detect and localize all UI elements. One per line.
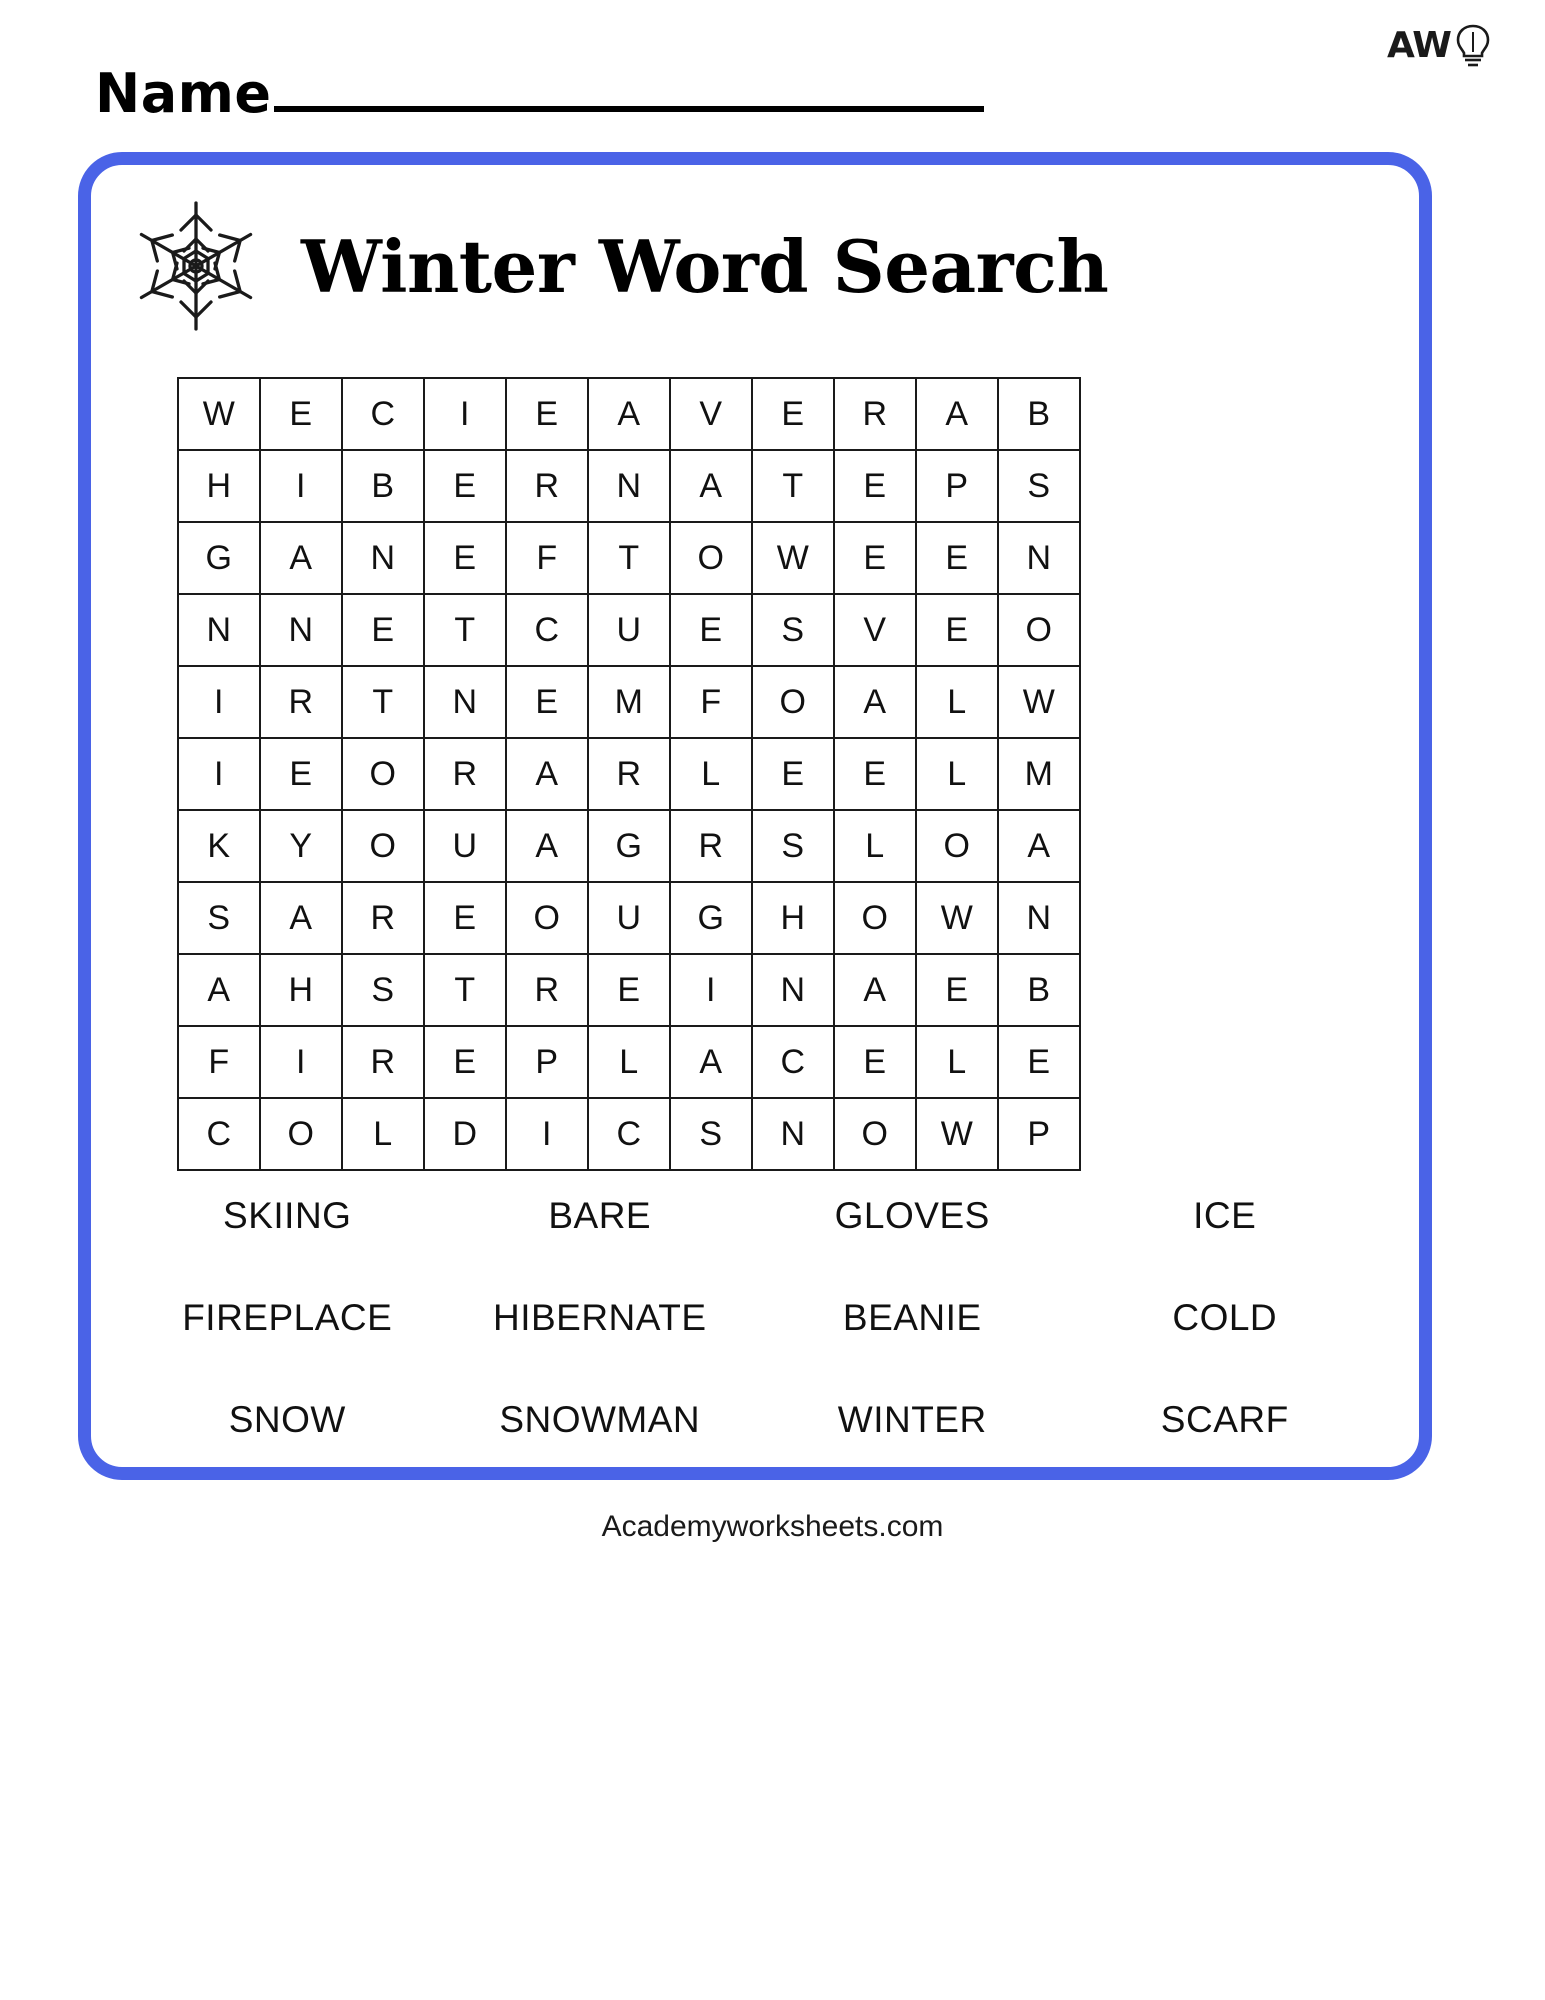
grid-cell[interactable]: W	[916, 882, 998, 954]
page-title: Winter Word Search	[301, 223, 1109, 309]
grid-cell[interactable]: O	[670, 522, 752, 594]
grid-cell[interactable]: A	[834, 954, 916, 1026]
grid-cell[interactable]: S	[178, 882, 260, 954]
grid-cell[interactable]: N	[752, 1098, 834, 1170]
grid-cell[interactable]: W	[998, 666, 1080, 738]
grid-cell[interactable]: R	[670, 810, 752, 882]
grid-cell[interactable]: E	[916, 954, 998, 1026]
grid-cell[interactable]: I	[260, 1026, 342, 1098]
grid-cell[interactable]: O	[834, 882, 916, 954]
grid-cell[interactable]: O	[998, 594, 1080, 666]
grid-cell[interactable]: B	[998, 954, 1080, 1026]
word-list-item: FIREPLACE	[182, 1297, 393, 1338]
grid-cell[interactable]: S	[752, 594, 834, 666]
grid-cell[interactable]: S	[998, 450, 1080, 522]
grid-row	[178, 522, 1080, 594]
word-list-item: GLOVES	[834, 1195, 990, 1236]
brand-logo-text: AW	[1387, 24, 1451, 66]
word-list-item: SCARF	[1160, 1399, 1289, 1440]
word-list-item: COLD	[1172, 1297, 1278, 1338]
grid-cell[interactable]: F	[670, 666, 752, 738]
grid-cell[interactable]: R	[834, 378, 916, 450]
grid-cell[interactable]: U	[588, 882, 670, 954]
grid-cell[interactable]: A	[506, 738, 588, 810]
grid-row	[178, 954, 1080, 1026]
grid-cell[interactable]: R	[424, 738, 506, 810]
grid-cell[interactable]: O	[916, 810, 998, 882]
footer-credit: Academyworksheets.com	[601, 1510, 944, 1543]
grid-cell[interactable]: N	[588, 450, 670, 522]
grid-cell[interactable]: G	[588, 810, 670, 882]
grid-cell[interactable]: R	[506, 954, 588, 1026]
grid-cell[interactable]: C	[342, 378, 424, 450]
word-list-item: SNOW	[228, 1399, 346, 1440]
grid-cell[interactable]: E	[834, 738, 916, 810]
word-list	[131, 1195, 1381, 1441]
grid-cell[interactable]: A	[670, 450, 752, 522]
grid-cell[interactable]: B	[342, 450, 424, 522]
grid-cell[interactable]: L	[834, 810, 916, 882]
grid-cell[interactable]: T	[588, 522, 670, 594]
word-list-item: WINTER	[837, 1399, 987, 1440]
grid-cell[interactable]: A	[834, 666, 916, 738]
grid-cell[interactable]: N	[998, 882, 1080, 954]
grid-cell[interactable]: H	[178, 450, 260, 522]
grid-cell[interactable]: L	[916, 1026, 998, 1098]
grid-cell[interactable]: R	[260, 666, 342, 738]
grid-cell[interactable]: E	[342, 594, 424, 666]
grid-cell[interactable]: E	[670, 594, 752, 666]
grid-cell[interactable]: F	[178, 1026, 260, 1098]
grid-cell[interactable]: O	[260, 1098, 342, 1170]
grid-cell[interactable]: E	[834, 450, 916, 522]
grid-cell[interactable]: A	[670, 1026, 752, 1098]
grid-cell[interactable]: N	[998, 522, 1080, 594]
grid-cell[interactable]: E	[506, 666, 588, 738]
grid-cell[interactable]: L	[916, 738, 998, 810]
grid-row	[178, 378, 1080, 450]
grid-cell[interactable]: E	[834, 522, 916, 594]
grid-cell[interactable]: L	[916, 666, 998, 738]
grid-cell[interactable]: T	[424, 954, 506, 1026]
grid-cell[interactable]: P	[506, 1026, 588, 1098]
grid-cell[interactable]: G	[178, 522, 260, 594]
grid-cell[interactable]: E	[260, 738, 342, 810]
grid-cell[interactable]: R	[506, 450, 588, 522]
lightbulb-icon	[1453, 22, 1493, 68]
grid-row	[178, 810, 1080, 882]
grid-cell[interactable]: E	[752, 378, 834, 450]
grid-cell[interactable]: C	[588, 1098, 670, 1170]
grid-cell[interactable]: E	[424, 522, 506, 594]
grid-cell[interactable]: E	[916, 594, 998, 666]
word-list-item: BEANIE	[842, 1297, 982, 1338]
grid-cell[interactable]: N	[260, 594, 342, 666]
grid-cell[interactable]: E	[424, 1026, 506, 1098]
grid-cell[interactable]: L	[342, 1098, 424, 1170]
word-search-grid[interactable]	[177, 377, 1081, 1171]
name-row	[95, 60, 984, 125]
grid-cell[interactable]: B	[998, 378, 1080, 450]
grid-cell[interactable]: E	[998, 1026, 1080, 1098]
grid-row	[178, 450, 1080, 522]
grid-cell[interactable]: H	[752, 882, 834, 954]
grid-cell[interactable]: O	[506, 882, 588, 954]
grid-cell[interactable]: U	[588, 594, 670, 666]
grid-cell[interactable]: V	[834, 594, 916, 666]
grid-cell[interactable]: I	[178, 666, 260, 738]
grid-cell[interactable]: O	[834, 1098, 916, 1170]
grid-cell[interactable]: H	[260, 954, 342, 1026]
grid-cell[interactable]: A	[260, 882, 342, 954]
grid-cell[interactable]: E	[916, 522, 998, 594]
grid-cell[interactable]: M	[588, 666, 670, 738]
word-list-item: ICE	[1193, 1195, 1257, 1236]
grid-cell[interactable]: U	[424, 810, 506, 882]
grid-cell[interactable]: O	[342, 810, 424, 882]
worksheet-panel	[78, 152, 1432, 1480]
grid-cell[interactable]: N	[752, 954, 834, 1026]
grid-cell[interactable]: A	[506, 810, 588, 882]
grid-cell[interactable]: F	[506, 522, 588, 594]
grid-cell[interactable]: N	[424, 666, 506, 738]
grid-cell[interactable]: K	[178, 810, 260, 882]
grid-cell[interactable]: R	[342, 882, 424, 954]
grid-cell[interactable]: E	[424, 882, 506, 954]
word-list-item: SNOWMAN	[499, 1399, 701, 1440]
grid-cell[interactable]: I	[178, 738, 260, 810]
grid-row	[178, 882, 1080, 954]
grid-cell[interactable]: I	[506, 1098, 588, 1170]
grid-cell[interactable]: L	[588, 1026, 670, 1098]
grid-cell[interactable]: A	[178, 954, 260, 1026]
grid-cell[interactable]: E	[424, 450, 506, 522]
grid-cell[interactable]: S	[752, 810, 834, 882]
grid-cell[interactable]: P	[998, 1098, 1080, 1170]
grid-cell[interactable]: Y	[260, 810, 342, 882]
word-list-item: BARE	[548, 1195, 652, 1236]
grid-cell[interactable]: E	[506, 378, 588, 450]
grid-cell[interactable]: P	[916, 450, 998, 522]
grid-cell[interactable]: G	[670, 882, 752, 954]
snowflake-icon	[121, 191, 271, 341]
grid-row	[178, 666, 1080, 738]
name-label: Name	[95, 62, 272, 125]
grid-cell[interactable]: O	[342, 738, 424, 810]
grid-cell[interactable]: W	[916, 1098, 998, 1170]
grid-row	[178, 1098, 1080, 1170]
word-list-item: HIBERNATE	[492, 1297, 707, 1338]
grid-cell[interactable]: E	[752, 738, 834, 810]
grid-cell[interactable]: R	[588, 738, 670, 810]
grid-cell[interactable]: W	[752, 522, 834, 594]
grid-cell[interactable]: R	[342, 1026, 424, 1098]
grid-cell[interactable]: A	[998, 810, 1080, 882]
grid-cell[interactable]: C	[178, 1098, 260, 1170]
grid-cell[interactable]: T	[424, 594, 506, 666]
grid-cell[interactable]: W	[178, 378, 260, 450]
grid-cell[interactable]: A	[916, 378, 998, 450]
name-input-line[interactable]	[274, 60, 984, 112]
grid-cell[interactable]: I	[424, 378, 506, 450]
worksheet-title-row	[121, 191, 1108, 341]
grid-row	[178, 738, 1080, 810]
grid-cell[interactable]: A	[588, 378, 670, 450]
grid-cell[interactable]: M	[998, 738, 1080, 810]
grid-cell[interactable]: N	[342, 522, 424, 594]
grid-cell[interactable]: T	[752, 450, 834, 522]
word-list-item: SKIING	[223, 1195, 352, 1236]
grid-cell[interactable]: C	[752, 1026, 834, 1098]
grid-cell[interactable]: A	[260, 522, 342, 594]
grid-cell[interactable]: I	[670, 954, 752, 1026]
grid-cell[interactable]: T	[342, 666, 424, 738]
grid-cell[interactable]: N	[178, 594, 260, 666]
grid-cell[interactable]: E	[588, 954, 670, 1026]
grid-row	[178, 594, 1080, 666]
grid-cell[interactable]: C	[506, 594, 588, 666]
grid-cell[interactable]: E	[260, 378, 342, 450]
grid-cell[interactable]: L	[670, 738, 752, 810]
grid-cell[interactable]: S	[670, 1098, 752, 1170]
brand-logo	[1387, 22, 1493, 68]
grid-cell[interactable]: S	[342, 954, 424, 1026]
grid-cell[interactable]: D	[424, 1098, 506, 1170]
grid-cell[interactable]: V	[670, 378, 752, 450]
grid-cell[interactable]: I	[260, 450, 342, 522]
grid-cell[interactable]: O	[752, 666, 834, 738]
grid-cell[interactable]: E	[834, 1026, 916, 1098]
grid-row	[178, 1026, 1080, 1098]
